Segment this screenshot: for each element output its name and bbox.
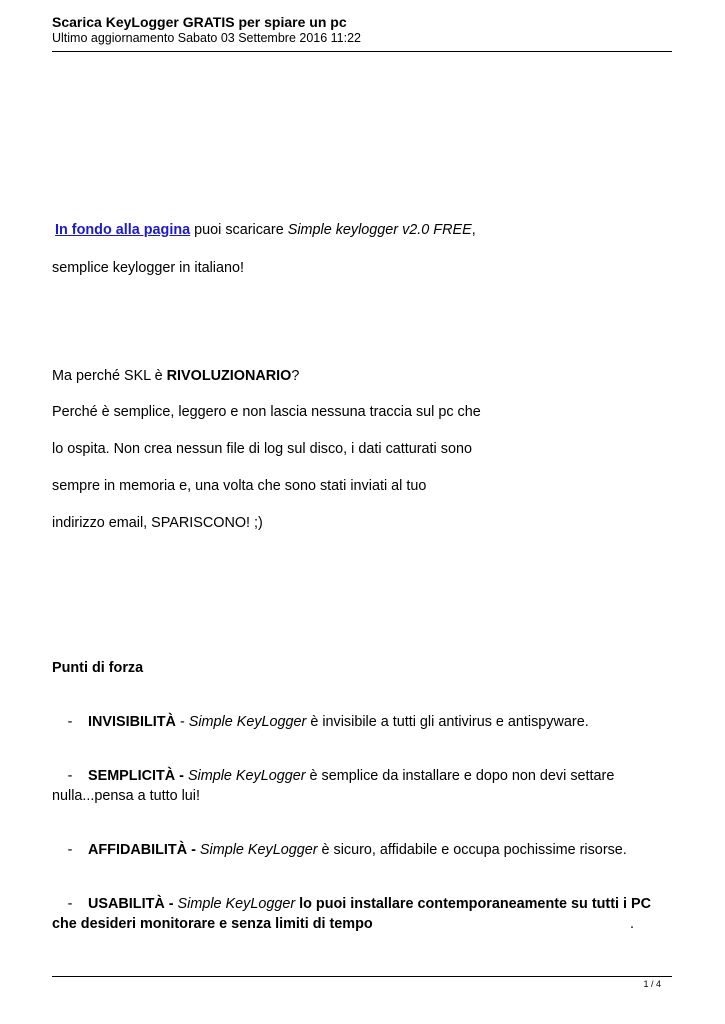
why-line-3: sempre in memoria e, una volta che sono stati inviati al tuo	[52, 478, 427, 494]
revolutionary-emphasis: RIVOLUZIONARIO	[166, 368, 292, 384]
bullet-dash: -	[67, 768, 73, 784]
bullet-dash: -	[67, 714, 73, 730]
bullet-dash: -	[67, 896, 73, 912]
page-title: Scarica KeyLogger GRATIS per spiare un pc	[52, 14, 347, 30]
intro-line-2: semplice keylogger in italiano!	[52, 260, 244, 276]
page-number: 1 / 4	[643, 979, 661, 989]
product-name: Simple keylogger v2.0 FREE	[287, 222, 472, 238]
bottom-of-page-link[interactable]: In fondo alla pagina	[55, 222, 191, 238]
header-divider	[52, 51, 672, 52]
usability-trailing-period: .	[630, 916, 634, 932]
strength-item-usability: - USABILITÀ - Simple KeyLogger lo puoi installare contemporaneamente su tutti i PC che desideri monitorare e senza limiti di tempo	[52, 896, 651, 932]
strength-item-simplicity: - SEMPLICITÀ - Simple KeyLogger è semplice da installare e dopo non devi settare nulla...pensa a tutto lui!	[52, 768, 615, 804]
strengths-heading: Punti di forza	[52, 660, 144, 676]
why-line-1: Perché è semplice, leggero e non lascia nessuna traccia sul pc che	[52, 404, 481, 420]
why-line-4: indirizzo email, SPARISCONO! ;)	[52, 515, 263, 531]
strength-item-reliability: - AFFIDABILITÀ - Simple KeyLogger è sicuro, affidabile e occupa pochissime risorse.	[52, 840, 672, 860]
why-question: Ma perché SKL è RIVOLUZIONARIO?	[52, 368, 300, 384]
strength-item-invisibility: - INVISIBILITÀ - Simple KeyLogger è invisibile a tutti gli antivirus e antispyware.	[52, 712, 672, 732]
intro-text: puoi scaricare	[190, 222, 288, 238]
why-line-2: lo ospita. Non crea nessun file di log sul disco, i dati catturati sono	[52, 441, 472, 457]
bullet-dash: -	[67, 842, 73, 858]
last-updated: Ultimo aggiornamento Sabato 03 Settembre 2016 11:22	[52, 31, 361, 45]
footer-divider	[52, 976, 672, 977]
intro-line-1: In fondo alla pagina puoi scaricare Simple keylogger v2.0 FREE,	[55, 222, 476, 238]
